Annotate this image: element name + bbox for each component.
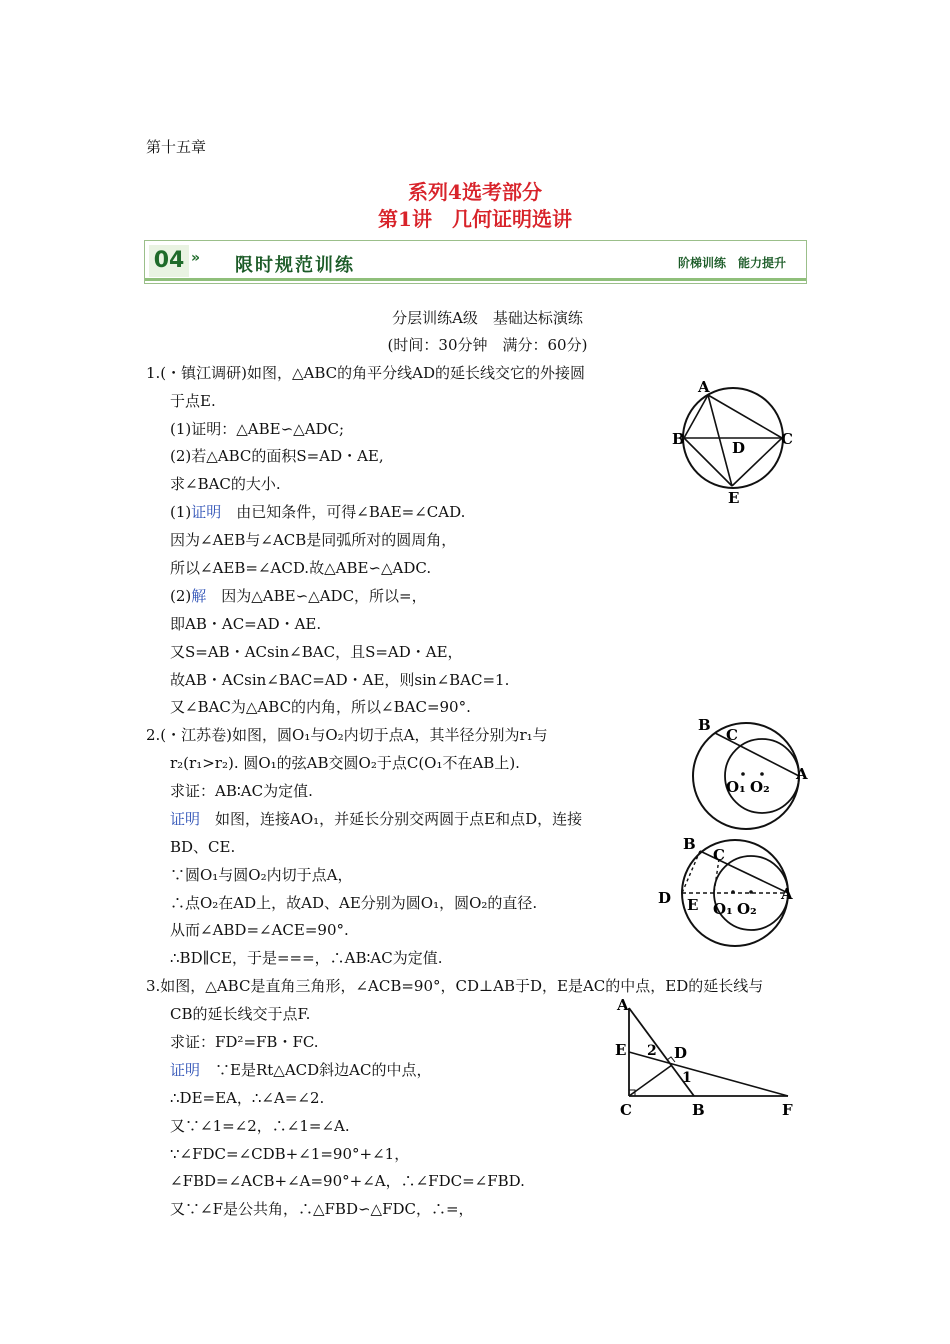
p3-sol-text: ∵E是Rt△ACD斜边AC的中点，: [200, 1061, 432, 1079]
banner-subtitle: 阶梯训练 能力提升: [677, 256, 786, 270]
figure-tangent-circles-diameters: [655, 832, 800, 952]
outer-circle: [693, 723, 799, 829]
p1-sol2-text: 因为△ABE∽△ADC，所以=，: [206, 587, 427, 605]
p1-solution-1: [170, 502, 465, 522]
series-title: 系列4选考部分: [408, 180, 542, 204]
p1-sol2-prefix: (2): [170, 587, 192, 605]
figure-circumcircle: [660, 372, 800, 512]
label-A: A: [781, 885, 793, 903]
label-D: D: [658, 889, 672, 907]
p2-line: 求证：AB∶AC为定值.: [170, 782, 313, 800]
chapter-label: 第十五章: [146, 138, 207, 156]
p1-line: 又∠BAC为△ABC的内角，所以∠BAC=90°.: [170, 698, 471, 716]
label-C: C: [620, 1101, 632, 1119]
p3-line: ∠FBD=∠ACB+∠A=90°+∠A，∴∠FDC=∠FBD.: [170, 1172, 525, 1190]
p3-line: 又∵∠1=∠2，∴∠1=∠A.: [170, 1117, 350, 1135]
p2-sol-text: 如图，连接AO₁，并延长分别交两圆于点E和点D，连接: [200, 810, 583, 828]
p1-solution-2: [170, 586, 427, 606]
banner-arrow-icon: »: [191, 250, 201, 266]
p2-line: ∴点O₂在AD上，故AD、AE分别为圆O₁，圆O₂的直径.: [170, 894, 538, 912]
p1-line: 即AB・AC=AD・AE.: [170, 615, 322, 633]
p2-line: BD、CE.: [170, 838, 236, 856]
label-B: B: [692, 1101, 705, 1119]
p1-line: 因为∠AEB与∠ACB是同弧所对的圆周角，: [170, 531, 457, 549]
inner-circle: [725, 739, 799, 813]
label-E: E: [728, 489, 740, 507]
p3-line: ∵∠FDC=∠CDB+∠1=90°+∠1，: [170, 1145, 410, 1163]
p3-line: ∴DE=EA，∴∠A=∠2.: [170, 1089, 325, 1107]
p3-line: 求证：FD²=FB・FC.: [170, 1033, 319, 1051]
section-banner: [144, 240, 807, 284]
p3-line: CB的延长线交于点F.: [170, 1005, 311, 1023]
banner-underline: [145, 278, 806, 281]
section-title: 分层训练A级 基础达标演练: [392, 309, 583, 327]
label-C: C: [781, 430, 793, 448]
label-D: D: [674, 1044, 688, 1062]
angle-1-label: 1: [682, 1070, 692, 1086]
label-O2: O₂: [750, 778, 770, 796]
label-B: B: [683, 835, 696, 853]
p2-line: 2.(・江苏卷)如图，圆O₁与O₂内切于点A，其半径分别为r₁与: [146, 726, 548, 744]
lecture-title: 第1讲 几何证明选讲: [378, 207, 572, 231]
p3-line: 3.如图，△ABC是直角三角形，∠ACB=90°，CD⊥AB于D，E是AC的中点，ED的延长线与: [146, 977, 764, 995]
p2-line: 从而∠ABD=∠ACE=90°.: [170, 921, 349, 939]
p3-line: 又∵∠F是公共角，∴△FBD∽△FDC，∴=，: [170, 1200, 474, 1218]
p1-line: (2)若△ABC的面积S=AD・AE,: [170, 447, 384, 465]
p2-line: r₂(r₁>r₂). 圆O₁的弦AB交圆O₂于点C(O₁不在AB上).: [170, 754, 520, 772]
p1-line: 所以∠AEB=∠ACD.故△ABE∽△ADC.: [170, 559, 432, 577]
banner-number: 04: [149, 245, 189, 277]
p2-line: ∴BD∥CE，于是===，∴AB∶AC为定值.: [170, 949, 443, 967]
proof-tag: 证明: [170, 810, 201, 828]
angle-2-label: 2: [647, 1043, 657, 1059]
p2-solution: [170, 809, 582, 829]
p1-sol1-prefix: (1): [170, 503, 192, 521]
label-O1: O₁: [726, 778, 746, 796]
answer-tag: 解: [191, 587, 207, 605]
label-O2: O₂: [737, 900, 757, 918]
label-A: A: [698, 378, 710, 396]
section-subtitle: (时间：30分钟 满分：60分): [387, 336, 588, 354]
label-A: A: [796, 765, 808, 783]
label-B: B: [698, 716, 711, 734]
proof-tag: 证明: [191, 503, 222, 521]
p1-line: 1.(・镇江调研)如图，△ABC的角平分线AD的延长线交它的外接圆: [146, 364, 586, 382]
label-B: B: [672, 430, 685, 448]
p1-line: 于点E.: [170, 392, 216, 410]
p1-line: 又S=AB・ACsin∠BAC，且S=AD・AE，: [170, 643, 463, 661]
p1-line: (1)证明：△ABE∽△ADC;: [170, 420, 345, 438]
figure-right-triangle: [612, 995, 802, 1120]
p1-line: 求∠BAC的大小.: [170, 475, 281, 493]
p2-line: ∵圆O₁与圆O₂内切于点A，: [170, 866, 353, 884]
label-A: A: [617, 996, 629, 1014]
proof-tag: 证明: [170, 1061, 201, 1079]
label-E: E: [615, 1041, 627, 1059]
p1-line: 故AB・ACsin∠BAC=AD・AE，则sin∠BAC=1.: [170, 671, 510, 689]
p3-solution: [170, 1060, 431, 1080]
label-O1: O₁: [713, 900, 733, 918]
label-F: F: [782, 1101, 793, 1119]
label-C: C: [726, 726, 738, 744]
label-E: E: [687, 896, 699, 914]
label-C: C: [713, 846, 725, 864]
p1-sol1-text: 由已知条件，可得∠BAE=∠CAD.: [221, 503, 466, 521]
figure-tangent-circles: [680, 710, 815, 835]
banner-title: 限时规范训练: [235, 255, 355, 276]
label-D: D: [732, 439, 746, 457]
